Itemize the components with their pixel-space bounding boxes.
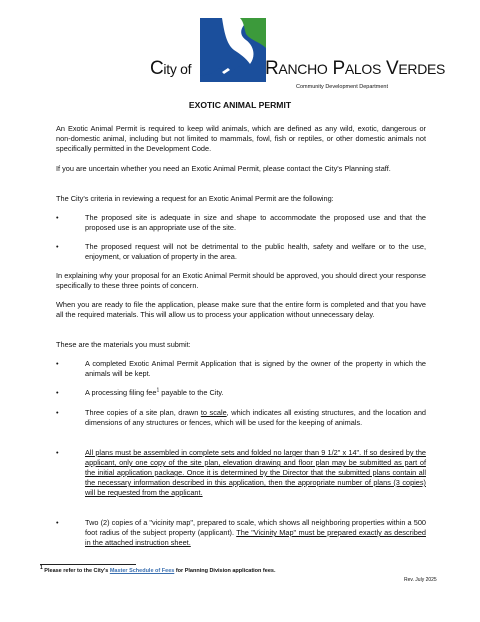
rpv-erdes: ERDES (398, 61, 446, 77)
revision-date: Rev. July 2025 (404, 577, 437, 583)
bullet-icon: • (56, 242, 59, 251)
explaining-paragraph: In explaining why your proposal for an Exotic Animal Permit should be approved, you should direct your response specifically to these three points of concern. (56, 271, 426, 290)
rpv-cap-r: R (265, 58, 279, 79)
materials-paragraph: These are the materials you must submit: (56, 340, 191, 349)
page-title: EXOTIC ANIMAL PERMIT (188, 100, 292, 110)
filing-fee-text: A processing filing fee (85, 388, 157, 397)
city-of-cap: C (150, 58, 164, 79)
city-logo-icon (200, 18, 266, 82)
vicinity-map-text: Two (2) copies of a "vicinity map", prepared to scale, which shows all neighboring properties within a 500 foot radius of the subject property (applicant). (85, 518, 426, 537)
rpv-cap-v: V (381, 58, 399, 79)
rpv-ancho: ANCHO (278, 61, 328, 77)
uncertain-paragraph: If you are uncertain whether you need an Exotic Animal Permit, please contact the City's Planning staff. (56, 164, 391, 173)
rpv-alos: ALOS (344, 61, 381, 77)
bullet-icon: • (56, 408, 59, 417)
materials-item-2 (85, 388, 426, 398)
site-plan-text-a: Three copies of a site plan, drawn (85, 408, 201, 417)
rpv-cap-p: P (327, 58, 345, 79)
materials-item-3 (85, 408, 426, 428)
criteria-paragraph: The City's criteria in reviewing a request for an Exotic Animal Permit are the following: (56, 194, 334, 203)
bullet-icon: • (56, 359, 59, 368)
bullet-icon: • (56, 213, 59, 222)
materials-item-5 (85, 518, 426, 548)
footnote-ref: 1 (156, 387, 160, 394)
to-scale-text: to scale (200, 408, 227, 417)
bullet-icon: • (56, 448, 59, 457)
criteria-item-2: The proposed request will not be detrimental to the public health, safety and welfare or to the use, enjoyment, or valuation of property in the area. (85, 242, 426, 261)
materials-item-1: A completed Exotic Animal Permit Application that is signed by the owner of the property in which the animals will be kept. (85, 359, 426, 378)
ready-paragraph: When you are ready to file the application, please make sure that the entire form is completed and that you have all the required materials. This will allow us to process your application without unnecessary delay. (56, 300, 426, 319)
footnote-number: 1 (40, 565, 43, 572)
fees-schedule-link[interactable]: Master Schedule of Fees (109, 568, 175, 574)
rancho-palos-verdes-text (265, 58, 445, 80)
payable-text: payable to the City. (159, 388, 224, 397)
intro-paragraph: An Exotic Animal Permit is required to keep wild animals, which are defined as any wild, exotic, dangerous or non-domestic animal, including but not limited to mammals, fowl, fish or reptiles, or other domestic animals not specifically permitted in the Development Code. (56, 124, 426, 153)
vicinity-map-instruction: The "Vicinity Map" must be prepared exactly as described in the attached instruction sheet. (85, 528, 426, 547)
footnote-divider (40, 564, 136, 565)
materials-item-4: All plans must be assembled in complete sets and folded no larger than 9 1/2" x 14". If so desired by the applicant, only one copy of the site plan, elevation drawing and floor plan may be submitted as part of the initial application package. Once it is determined by the Director that the submitted plans contain all the necessary information described in this application, then the appropriate number of plans (3 copies) will be requested from the applicant. (85, 448, 426, 497)
city-of-rest: ity of (163, 61, 192, 77)
city-of-text (150, 58, 191, 80)
footnote-text-b: for Planning Division application fees. (174, 568, 276, 574)
department-name: Community Development Department (296, 84, 389, 90)
bullet-icon: • (56, 388, 59, 397)
footnote-text-a: Please refer to the City's (42, 568, 110, 574)
criteria-item-1: The proposed site is adequate in size and shape to accommodate the proposed use and that the proposed use is an appropriate use of the site. (85, 213, 426, 232)
bullet-icon: • (56, 518, 59, 527)
footnote (40, 565, 276, 574)
site-plan-text-b: , which indicates all existing structures, and the location and dimensions of any structures or fences, which will be used for the keeping of animals. (85, 408, 426, 427)
